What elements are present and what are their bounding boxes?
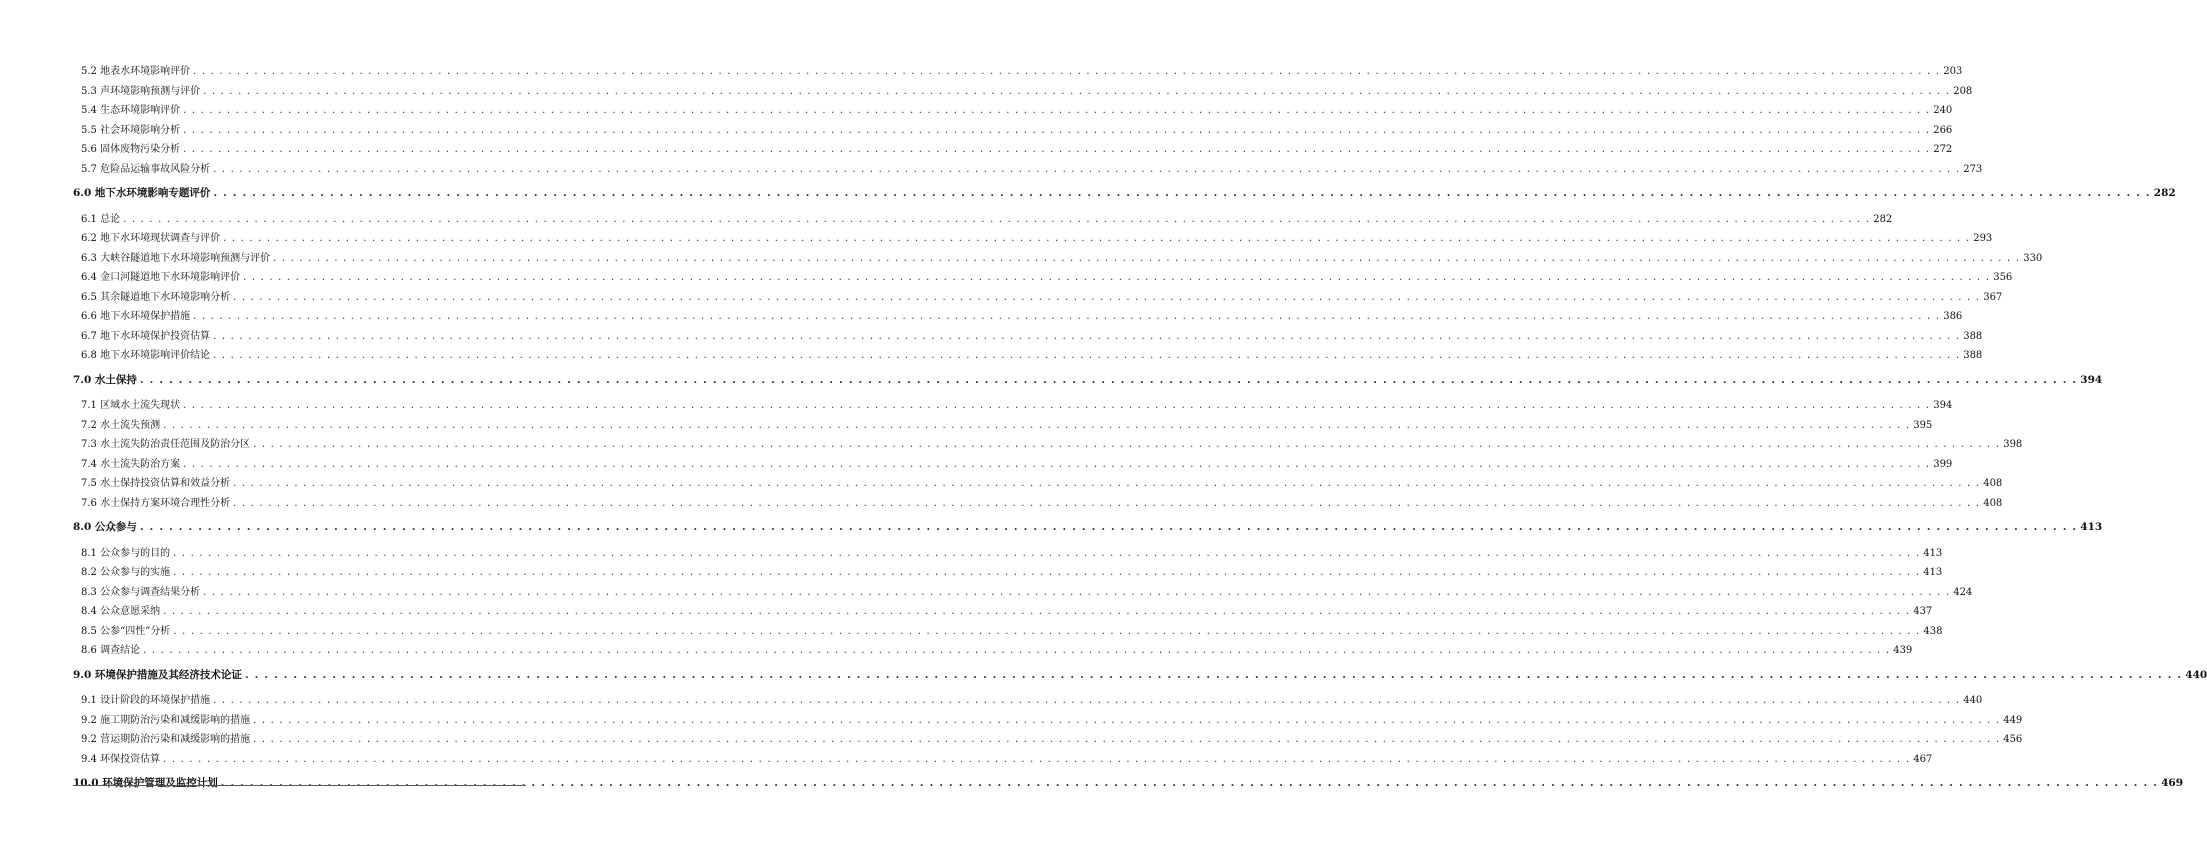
dot-leader: . . . . . . . . . . . . . . . . . . . . . . . . . . . . . . . . . . . . . . . . . . . . . . . . . . . . . . . . . . . . . . . . . . . . . . . . . . . . . . . . . . . . . . . . . . . . . . . . . . . . . . . . . . . . . . . . . . . . . . . . . . . . . . . . . . . . . . . . . . . . . . . . . . . . . . . . . . . . . . . . . . . . . . . . . . . . . . . . . . . . . . . . . . . . . . . . . . . . . . . . xyxy=(253,439,2001,450)
toc-entry-title: 9.4 环保投资估算 xyxy=(81,753,161,765)
toc-entry-title: 5.2 地表水环境影响评价 xyxy=(81,66,191,77)
toc-section-entry[interactable] xyxy=(73,691,1983,711)
toc-entry-page-number: 408 xyxy=(1983,497,2003,509)
toc-entry-page-number: 293 xyxy=(1973,233,1993,244)
toc-section-entry[interactable] xyxy=(73,288,2003,308)
dot-leader: . . . . . . . . . . . . . . . . . . . . . . . . . . . . . . . . . . . . . . . . . . . . . . . . . . . . . . . . . . . . . . . . . . . . . . . . . . . . . . . . . . . . . . . . . . . . . . . . . . . . . . . . . . . . . . . . . . . . . . . . . . . . . . . . . . . . . . . . . . . . . . . . . . . . . . . . . . . . . . . . . . . . . . . . . . . . . . . . . . . . . . . . . . . . . . . . . . . . . . . . xyxy=(233,497,1981,509)
toc-entry-page-number: 394 xyxy=(2080,373,2103,386)
toc-entry-page-number: 449 xyxy=(2003,714,2023,726)
toc-entry-page-number: 203 xyxy=(1943,66,1963,77)
toc-entry-page-number: 388 xyxy=(1963,350,1983,361)
footer-rule xyxy=(73,785,526,786)
toc-entry-page-number: 394 xyxy=(1933,400,1953,411)
toc-section-entry[interactable] xyxy=(73,268,2013,288)
dot-leader: . . . . . . . . . . . . . . . . . . . . . . . . . . . . . . . . . . . . . . . . . . . . . . . . . . . . . . . . . . . . . . . . . . . . . . . . . . . . . . . . . . . . . . . . . . . . . . . . . . . . . . . . . . . . . . . . . . . . . . . . . . . . . . . . . . . . . . . . . . . . . . . . . . . . . . . . . . . . . . . . . . . . . . . . . . . . . . . . . . . . . . . . . . . . . . . . . . . . . . . . xyxy=(139,521,2078,533)
toc-entry-title: 8.1 公众参与的目的 xyxy=(81,547,171,559)
toc-section-entry[interactable] xyxy=(73,101,1953,121)
toc-entry-title: 6.0 地下水环境影响专题评价 xyxy=(73,187,211,199)
dot-leader: . . . . . . . . . . . . . . . . . . . . . . . . . . . . . . . . . . . . . . . . . . . . . . . . . . . . . . . . . . . . . . . . . . . . . . . . . . . . . . . . . . . . . . . . . . . . . . . . . . . . . . . . . . . . . . . . . . . . . . . . . . . . . . . . . . . . . . . . . . . . . . . . . . . . . . . . . . . . . . . . . . . . . . . . . . . . . . . . . . . . . . . . . . . . . . . . . . . . . . . . xyxy=(139,373,2078,386)
dot-leader: . . . . . . . . . . . . . . . . . . . . . . . . . . . . . . . . . . . . . . . . . . . . . . . . . . . . . . . . . . . . . . . . . . . . . . . . . . . . . . . . . . . . . . . . . . . . . . . . . . . . . . . . . . . . . . . . . . . . . . . . . . . . . . . . . . . . . . . . . . . . . . . . . . . . . . . . . . . . . . . . . . . . . . . . . . . . . . . . . . . . . . . . . . . . . . . . . . . . . . . . xyxy=(203,586,1951,598)
toc-section-entry[interactable] xyxy=(73,622,1943,642)
toc-section-entry[interactable] xyxy=(73,416,1933,436)
toc-chapter-entry[interactable] xyxy=(73,184,2176,204)
dot-leader: . . . . . . . . . . . . . . . . . . . . . . . . . . . . . . . . . . . . . . . . . . . . . . . . . . . . . . . . . . . . . . . . . . . . . . . . . . . . . . . . . . . . . . . . . . . . . . . . . . . . . . . . . . . . . . . . . . . . . . . . . . . . . . . . . . . . . . . . . . . . . . . . . . . . . . . . . . . . . . . . . . . . . . . . . . . . . . . . . . . . . . . . . . . . . . . . . . . . . . . . xyxy=(213,695,1961,706)
dot-leader: . . . . . . . . . . . . . . . . . . . . . . . . . . . . . . . . . . . . . . . . . . . . . . . . . . . . . . . . . . . . . . . . . . . . . . . . . . . . . . . . . . . . . . . . . . . . . . . . . . . . . . . . . . . . . . . . . . . . . . . . . . . . . . . . . . . . . . . . . . . . . . . . . . . . . . . . . . . . . . . . . . . . . . . . . . . . . . . . . . . . . . . . . . . . . . . . . . . . . . . . xyxy=(253,714,2001,726)
toc-entry-title: 6.6 地下水环境保护措施 xyxy=(81,311,191,322)
toc-section-entry[interactable] xyxy=(73,750,1933,770)
toc-entry-page-number: 208 xyxy=(1953,85,1973,97)
toc-entry-page-number: 440 xyxy=(2185,668,2207,681)
dot-leader: . . . . . . . . . . . . . . . . . . . . . . . . . . . . . . . . . . . . . . . . . . . . . . . . . . . . . . . . . . . . . . . . . . . . . . . . . . . . . . . . . . . . . . . . . . . . . . . . . . . . . . . . . . . . . . . . . . . . . . . . . . . . . . . . . . . . . . . . . . . . . . . . . . . . . . . . . . . . . . . . . . . . . . . . . . . . . . . . . . . . . . . . . . . . . . . . . . . . . . . . xyxy=(233,478,1981,489)
toc-entry-title: 9.0 环境保护措施及其经济技术论证 xyxy=(73,668,242,681)
toc-entry-title: 10.0 环境保护管理及监控计划 xyxy=(73,777,218,789)
table-of-contents xyxy=(73,62,2207,800)
toc-section-entry[interactable] xyxy=(73,82,1973,102)
toc-entry-title: 7.2 水土流失预测 xyxy=(81,419,161,431)
dot-leader: . . . . . . . . . . . . . . . . . . . . . . . . . . . . . . . . . . . . . . . . . . . . . . . . . . . . . . . . . . . . . . . . . . . . . . . . . . . . . . . . . . . . . . . . . . . . . . . . . . . . . . . . . . . . . . . . . . . . . . . . . . . . . . . . . . . . . . . . . . . . . . . . . . . . . . . . . . . . . . . . . . . . . . . . . . . . . . . . . . . . . . . . . . . . . . . . . . . . . . . . xyxy=(163,753,1911,765)
toc-entry-page-number: 272 xyxy=(1933,144,1953,155)
toc-entry-title: 9.2 施工期防治污染和减缓影响的措施 xyxy=(81,714,251,726)
toc-entry-page-number: 386 xyxy=(1943,311,1963,322)
toc-entry-page-number: 440 xyxy=(1963,695,1983,706)
toc-entry-page-number: 356 xyxy=(1993,272,2013,283)
dot-leader: . . . . . . . . . . . . . . . . . . . . . . . . . . . . . . . . . . . . . . . . . . . . . . . . . . . . . . . . . . . . . . . . . . . . . . . . . . . . . . . . . . . . . . . . . . . . . . . . . . . . . . . . . . . . . . . . . . . . . . . . . . . . . . . . . . . . . . . . . . . . . . . . . . . . . . . . . . . . . . . . . . . . . . . . . . . . . . . . . . . . . . . . . . . . . . . . . . . . . . . . xyxy=(183,400,1931,411)
toc-entry-page-number: 399 xyxy=(1933,458,1953,470)
toc-entry-title: 6.3 大峡谷隧道地下水环境影响预测与评价 xyxy=(81,252,271,264)
toc-section-entry[interactable] xyxy=(73,602,1933,622)
dot-leader: . . . . . . . . . . . . . . . . . . . . . . . . . . . . . . . . . . . . . . . . . . . . . . . . . . . . . . . . . . . . . . . . . . . . . . . . . . . . . . . . . . . . . . . . . . . . . . . . . . . . . . . . . . . . . . . . . . . . . . . . . . . . . . . . . . . . . . . . . . . . . . . . . . . . . . . . . . . . . . . . . . . . . . . . . . . . . . . . . . . . . . . . . . . . . . . . . . . . . . . . xyxy=(183,144,1931,155)
toc-entry-page-number: 438 xyxy=(1923,625,1943,637)
toc-entry-title: 6.5 其余隧道地下水环境影响分析 xyxy=(81,291,231,303)
dot-leader: . . . . . . . . . . . . . . . . . . . . . . . . . . . . . . . . . . . . . . . . . . . . . . . . . . . . . . . . . . . . . . . . . . . . . . . . . . . . . . . . . . . . . . . . . . . . . . . . . . . . . . . . . . . . . . . . . . . . . . . . . . . . . . . . . . . . . . . . . . . . . . . . . . . . . . . . . . . . . . . . . . . . . . . . . . . . . . . . . . . . . . . . . . . . . . . . . . . . . . . . xyxy=(203,85,1951,97)
toc-section-entry[interactable] xyxy=(73,474,2003,494)
toc-entry-title: 6.7 地下水环境保护投资估算 xyxy=(81,330,211,342)
toc-entry-title: 9.1 设计阶段的环境保护措施 xyxy=(81,695,211,706)
toc-entry-title: 7.4 水土流失防治方案 xyxy=(81,458,181,470)
toc-entry-title: 5.7 危险品运输事故风险分析 xyxy=(81,163,211,175)
dot-leader: . . . . . . . . . . . . . . . . . . . . . . . . . . . . . . . . . . . . . . . . . . . . . . . . . . . . . . . . . . . . . . . . . . . . . . . . . . . . . . . . . . . . . . . . . . . . . . . . . . . . . . . . . . . . . . . . . . . . . . . . . . . . . . . . . . . . . . . . . . . . . . . . . . . . . . . . . . . . . . . . . . . . . . . . . . . . . . . . . . . . . . . . . . . . . . . . . . . . . . . . xyxy=(213,330,1961,342)
toc-section-entry[interactable] xyxy=(73,730,2023,750)
dot-leader: . . . . . . . . . . . . . . . . . . . . . . . . . . . . . . . . . . . . . . . . . . . . . . . . . . . . . . . . . . . . . . . . . . . . . . . . . . . . . . . . . . . . . . . . . . . . . . . . . . . . . . . . . . . . . . . . . . . . . . . . . . . . . . . . . . . . . . . . . . . . . . . . . . . . . . . . . . . . . . . . . . . . . . . . . . . . . . . . . . . . . . . . . . . . . . . . . . . . . . . . xyxy=(243,272,1991,283)
toc-entry-page-number: 437 xyxy=(1913,606,1933,617)
dot-leader: . . . . . . . . . . . . . . . . . . . . . . . . . . . . . . . . . . . . . . . . . . . . . . . . . . . . . . . . . . . . . . . . . . . . . . . . . . . . . . . . . . . . . . . . . . . . . . . . . . . . . . . . . . . . . . . . . . . . . . . . . . . . . . . . . . . . . . . . . . . . . . . . . . . . . . . . . . . . . . . . . . . . . . . . . . . . . . . . . . . . . . . . . . . . . . . . . . . . . . . . xyxy=(163,419,1911,431)
toc-section-entry[interactable] xyxy=(73,327,1983,347)
toc-entry-title: 5.5 社会环境影响分析 xyxy=(81,124,181,136)
dot-leader: . . . . . . . . . . . . . . . . . . . . . . . . . . . . . . . . . . . . . . . . . . . . . . . . . . . . . . . . . . . . . . . . . . . . . . . . . . . . . . . . . . . . . . . . . . . . . . . . . . . . . . . . . . . . . . . . . . . . . . . . . . . . . . . . . . . . . . . . . . . . . . . . . . . . . . . . . . . . . . . . . . . . . . . . . . . . . . . . . . . . . . . . . . . . . . . . . . . . . . . . xyxy=(173,567,1921,578)
toc-entry-page-number: 467 xyxy=(1913,753,1933,765)
toc-entry-title: 7.3 水土流失防治责任范围及防治分区 xyxy=(81,439,251,450)
toc-section-entry[interactable] xyxy=(73,583,1973,603)
toc-entry-title: 8.3 公众参与调查结果分析 xyxy=(81,586,201,598)
dot-leader: . . . . . . . . . . . . . . . . . . . . . . . . . . . . . . . . . . . . . . . . . . . . . . . . . . . . . . . . . . . . . . . . . . . . . . . . . . . . . . . . . . . . . . . . . . . . . . . . . . . . . . . . . . . . . . . . . . . . . . . . . . . . . . . . . . . . . . . . . . . . . . . . . . . . . . . . . . . . . . . . . . . . . . . . . . . . . . . . . . . . . . . . . . . . . . . . . . . . . . . . xyxy=(233,291,1981,303)
toc-entry-page-number: 388 xyxy=(1963,330,1983,342)
toc-entry-page-number: 413 xyxy=(1923,547,1943,559)
toc-entry-page-number: 439 xyxy=(1893,645,1913,656)
toc-section-entry[interactable] xyxy=(73,641,1913,661)
toc-section-entry[interactable] xyxy=(73,121,1953,141)
dot-leader: . . . . . . . . . . . . . . . . . . . . . . . . . . . . . . . . . . . . . . . . . . . . . . . . . . . . . . . . . . . . . . . . . . . . . . . . . . . . . . . . . . . . . . . . . . . . . . . . . . . . . . . . . . . . . . . . . . . . . . . . . . . . . . . . . . . . . . . . . . . . . . . . . . . . . . . . . . . . . . . . . . . . . . . . . . . . . . . . . . . . . . . . . . . . . . . . . . . . . . . . xyxy=(163,606,1911,617)
toc-entry-title: 9.2 营运期防治污染和减缓影响的措施 xyxy=(81,734,251,745)
toc-entry-page-number: 330 xyxy=(2023,252,2043,264)
dot-leader: . . . . . . . . . . . . . . . . . . . . . . . . . . . . . . . . . . . . . . . . . . . . . . . . . . . . . . . . . . . . . . . . . . . . . . . . . . . . . . . . . . . . . . . . . . . . . . . . . . . . . . . . . . . . . . . . . . . . . . . . . . . . . . . . . . . . . . . . . . . . . . . . . . . . . . . . . . . . . . . . . . . . . . . . . . . . . . . . . . . . . . . . . . . . . . . . . . . . . . . . xyxy=(143,645,1891,656)
toc-entry-title: 8.2 公众参与的实施 xyxy=(81,567,171,578)
toc-entry-page-number: 282 xyxy=(1873,213,1893,225)
toc-entry-title: 8.6 调查结论 xyxy=(81,645,141,656)
dot-leader: . . . . . . . . . . . . . . . . . . . . . . . . . . . . . . . . . . . . . . . . . . . . . . . . . . . . . . . . . . . . . . . . . . . . . . . . . . . . . . . . . . . . . . . . . . . . . . . . . . . . . . . . . . . . . . . . . . . . . . . . . . . . . . . . . . . . . . . . . . . . . . . . . . . . . . . . . . . . . . . . . . . . . . . . . . . . . . . . . . . . . . . . . . . . . . . . . . . . . . . . xyxy=(193,66,1941,77)
toc-entry-page-number: 413 xyxy=(2080,521,2103,533)
toc-entry-title: 7.0 水土保持 xyxy=(73,373,137,386)
dot-leader: . . . . . . . . . . . . . . . . . . . . . . . . . . . . . . . . . . . . . . . . . . . . . . . . . . . . . . . . . . . . . . . . . . . . . . . . . . . . . . . . . . . . . . . . . . . . . . . . . . . . . . . . . . . . . . . . . . . . . . . . . . . . . . . . . . . . . . . . . . . . . . . . . . . . . . . . . . . . . . . . . . . . . . . . . . . . . . . . . . . . . . . . . . . . . . . . . . . . . . . . xyxy=(213,350,1961,361)
toc-section-entry[interactable] xyxy=(73,346,1983,366)
toc-entry-page-number: 469 xyxy=(2161,777,2184,789)
dot-leader: . . . . . . . . . . . . . . . . . . . . . . . . . . . . . . . . . . . . . . . . . . . . . . . . . . . . . . . . . . . . . . . . . . . . . . . . . . . . . . . . . . . . . . . . . . . . . . . . . . . . . . . . . . . . . . . . . . . . . . . . . . . . . . . . . . . . . . . . . . . . . . . . . . . . . . . . . . . . . . . . . . . . . . . . . . . . . . . . . . . . . . . . . . . . . . . . . . . . . . . . xyxy=(183,458,1931,470)
toc-entry-page-number: 273 xyxy=(1963,163,1983,175)
toc-section-entry[interactable] xyxy=(73,62,1963,82)
toc-section-entry[interactable] xyxy=(73,455,1953,475)
toc-chapter-entry[interactable] xyxy=(73,371,2103,391)
toc-entry-page-number: 456 xyxy=(2003,734,2023,745)
toc-entry-page-number: 424 xyxy=(1953,586,1973,598)
toc-entry-page-number: 398 xyxy=(2003,439,2023,450)
toc-section-entry[interactable] xyxy=(73,711,2023,731)
toc-entry-page-number: 367 xyxy=(1983,291,2003,303)
toc-entry-title: 8.0 公众参与 xyxy=(73,521,137,533)
toc-entry-page-number: 282 xyxy=(2153,187,2176,199)
dot-leader: . . . . . . . . . . . . . . . . . . . . . . . . . . . . . . . . . . . . . . . . . . . . . . . . . . . . . . . . . . . . . . . . . . . . . . . . . . . . . . . . . . . . . . . . . . . . . . . . . . . . . . . . . . . . . . . . . . . . . . . . . . . . . . . . . . . . . . . . . . . . . . . . . . . . . . . . . . . . . . . . . . . . . . . . . . . . . . . . . . . . . . . . . . . . . . . . . . . . . . . . xyxy=(183,105,1931,116)
dot-leader: . . . . . . . . . . . . . . . . . . . . . . . . . . . . . . . . . . . . . . . . . . . . . . . . . . . . . . . . . . . . . . . . . . . . . . . . . . . . . . . . . . . . . . . . . . . . . . . . . . . . . . . . . . . . . . . . . . . . . . . . . . . . . . . . . . . . . . . . . . . . . . . . . . . . . . . . . . . . . . . . . . . . . . . . . . . . . . . . . . . . . . . . . . . . . . . . . . . . . . . . xyxy=(123,213,1871,225)
toc-section-entry[interactable] xyxy=(73,544,1943,564)
dot-leader: . . . . . . . . . . . . . . . . . . . . . . . . . . . . . . . . . . . . . . . . . . . . . . . . . . . . . . . . . . . . . . . . . . . . . . . . . . . . . . . . . . . . . . . . . . . . . . . . . . . . . . . . . . . . . . . . . . . . . . . . . . . . . . . . . . . . . . . . . . . . . . . . . . . . . . . . . . . . . . . . . . . . . . . . . . . . . . . . . . . . . . . . . . . . . . . . . . . . . . . . xyxy=(213,187,2151,199)
toc-entry-title: 5.6 固体废物污染分析 xyxy=(81,144,181,155)
toc-entry-title: 7.6 水土保持方案环境合理性分析 xyxy=(81,497,231,509)
toc-chapter-entry[interactable] xyxy=(73,518,2103,538)
toc-entry-page-number: 395 xyxy=(1913,419,1933,431)
toc-entry-page-number: 413 xyxy=(1923,567,1943,578)
dot-leader: . . . . . . . . . . . . . . . . . . . . . . . . . . . . . . . . . . . . . . . . . . . . . . . . . . . . . . . . . . . . . . . . . . . . . . . . . . . . . . . . . . . . . . . . . . . . . . . . . . . . . . . . . . . . . . . . . . . . . . . . . . . . . . . . . . . . . . . . . . . . . . . . . . . . . . . . . . . . . . . . . . . . . . . . . . . . . . . . . . . . . . . . . . . . . . . . . . . . . . . . xyxy=(273,252,2021,264)
toc-section-entry[interactable] xyxy=(73,494,2003,514)
toc-entry-page-number: 266 xyxy=(1933,124,1953,136)
dot-leader: . . . . . . . . . . . . . . . . . . . . . . . . . . . . . . . . . . . . . . . . . . . . . . . . . . . . . . . . . . . . . . . . . . . . . . . . . . . . . . . . . . . . . . . . . . . . . . . . . . . . . . . . . . . . . . . . . . . . . . . . . . . . . . . . . . . . . . . . . . . . . . . . . . . . . . . . . . . . . . . . . . . . . . . . . . . . . . . . . . . . . . . . . . . . . . . . . . . . . . . . xyxy=(183,124,1931,136)
toc-entry-title: 6.8 地下水环境影响评价结论 xyxy=(81,350,211,361)
toc-entry-title: 5.4 生态环境影响评价 xyxy=(81,105,181,116)
dot-leader: . . . . . . . . . . . . . . . . . . . . . . . . . . . . . . . . . . . . . . . . . . . . . . . . . . . . . . . . . . . . . . . . . . . . . . . . . . . . . . . . . . . . . . . . . . . . . . . . . . . . . . . . . . . . . . . . . . . . . . . . . . . . . . . . . . . . . . . . . . . . . . . . . . . . . . . . . . . . . . . . . . . . . . . . . . . . . . . . . . . . . . . . . . . . . . . . . . . . . . . . xyxy=(223,233,1971,244)
toc-chapter-entry[interactable] xyxy=(73,774,2184,794)
toc-entry-page-number: 408 xyxy=(1983,478,2003,489)
toc-entry-page-number: 240 xyxy=(1933,105,1953,116)
toc-section-entry[interactable] xyxy=(73,396,1953,416)
dot-leader: . . . . . . . . . . . . . . . . . . . . . . . . . . . . . . . . . . . . . . . . . . . . . . . . . . . . . . . . . . . . . . . . . . . . . . . . . . . . . . . . . . . . . . . . . . . . . . . . . . . . . . . . . . . . . . . . . . . . . . . . . . . . . . . . . . . . . . . . . . . . . . . . . . . . . . . . . . . . . . . . . . . . . . . . . . . . . . . . . . . . . . . . . . . . . . . . . . . . . . . . xyxy=(173,547,1921,559)
toc-entry-title: 8.4 公众意愿采纳 xyxy=(81,606,161,617)
dot-leader: . . . . . . . . . . . . . . . . . . . . . . . . . . . . . . . . . . . . . . . . . . . . . . . . . . . . . . . . . . . . . . . . . . . . . . . . . . . . . . . . . . . . . . . . . . . . . . . . . . . . . . . . . . . . . . . . . . . . . . . . . . . . . . . . . . . . . . . . . . . . . . . . . . . . . . . . . . . . . . . . . . . . . . . . . . . . . . . . . . . . . . . . . . . . . . . . . . . . . . . . xyxy=(173,625,1921,637)
toc-entry-title: 6.2 地下水环境现状调查与评价 xyxy=(81,233,221,244)
toc-entry-title: 7.1 区域水土流失现状 xyxy=(81,400,181,411)
toc-section-entry[interactable] xyxy=(73,229,1993,249)
toc-entry-title: 8.5 公参“四性”分析 xyxy=(81,625,171,637)
toc-chapter-entry[interactable] xyxy=(73,666,2207,686)
toc-entry-title: 6.1 总论 xyxy=(81,213,121,225)
toc-section-entry[interactable] xyxy=(73,210,1893,230)
toc-section-entry[interactable] xyxy=(73,563,1943,583)
toc-section-entry[interactable] xyxy=(73,249,2043,269)
dot-leader: . . . . . . . . . . . . . . . . . . . . . . . . . . . . . . . . . . . . . . . . . . . . . . . . . . . . . . . . . . . . . . . . . . . . . . . . . . . . . . . . . . . . . . . . . . . . . . . . . . . . . . . . . . . . . . . . . . . . . . . . . . . . . . . . . . . . . . . . . . . . . . . . . . . . . . . . . . . . . . . . . . . . . . . . . . . . . . . . . . . . . . . . . . . . . . . . . . . . . . . . xyxy=(244,668,2183,681)
toc-entry-title: 6.4 金口河隧道地下水环境影响评价 xyxy=(81,272,241,283)
dot-leader: . . . . . . . . . . . . . . . . . . . . . . . . . . . . . . . . . . . . . . . . . . . . . . . . . . . . . . . . . . . . . . . . . . . . . . . . . . . . . . . . . . . . . . . . . . . . . . . . . . . . . . . . . . . . . . . . . . . . . . . . . . . . . . . . . . . . . . . . . . . . . . . . . . . . . . . . . . . . . . . . . . . . . . . . . . . . . . . . . . . . . . . . . . . . . . . . . . . . . . . . xyxy=(193,311,1941,322)
toc-section-entry[interactable] xyxy=(73,140,1953,160)
toc-section-entry[interactable] xyxy=(73,435,2023,455)
toc-section-entry[interactable] xyxy=(73,307,1963,327)
dot-leader: . . . . . . . . . . . . . . . . . . . . . . . . . . . . . . . . . . . . . . . . . . . . . . . . . . . . . . . . . . . . . . . . . . . . . . . . . . . . . . . . . . . . . . . . . . . . . . . . . . . . . . . . . . . . . . . . . . . . . . . . . . . . . . . . . . . . . . . . . . . . . . . . . . . . . . . . . . . . . . . . . . . . . . . . . . . . . . . . . . . . . . . . . . . . . . . . . . . . . . . . xyxy=(220,777,2159,789)
toc-section-entry[interactable] xyxy=(73,160,1983,180)
dot-leader: . . . . . . . . . . . . . . . . . . . . . . . . . . . . . . . . . . . . . . . . . . . . . . . . . . . . . . . . . . . . . . . . . . . . . . . . . . . . . . . . . . . . . . . . . . . . . . . . . . . . . . . . . . . . . . . . . . . . . . . . . . . . . . . . . . . . . . . . . . . . . . . . . . . . . . . . . . . . . . . . . . . . . . . . . . . . . . . . . . . . . . . . . . . . . . . . . . . . . . . . xyxy=(253,734,2001,745)
dot-leader: . . . . . . . . . . . . . . . . . . . . . . . . . . . . . . . . . . . . . . . . . . . . . . . . . . . . . . . . . . . . . . . . . . . . . . . . . . . . . . . . . . . . . . . . . . . . . . . . . . . . . . . . . . . . . . . . . . . . . . . . . . . . . . . . . . . . . . . . . . . . . . . . . . . . . . . . . . . . . . . . . . . . . . . . . . . . . . . . . . . . . . . . . . . . . . . . . . . . . . . . xyxy=(213,163,1961,175)
toc-entry-title: 7.5 水土保持投资估算和效益分析 xyxy=(81,478,231,489)
toc-entry-title: 5.3 声环境影响预测与评价 xyxy=(81,85,201,97)
